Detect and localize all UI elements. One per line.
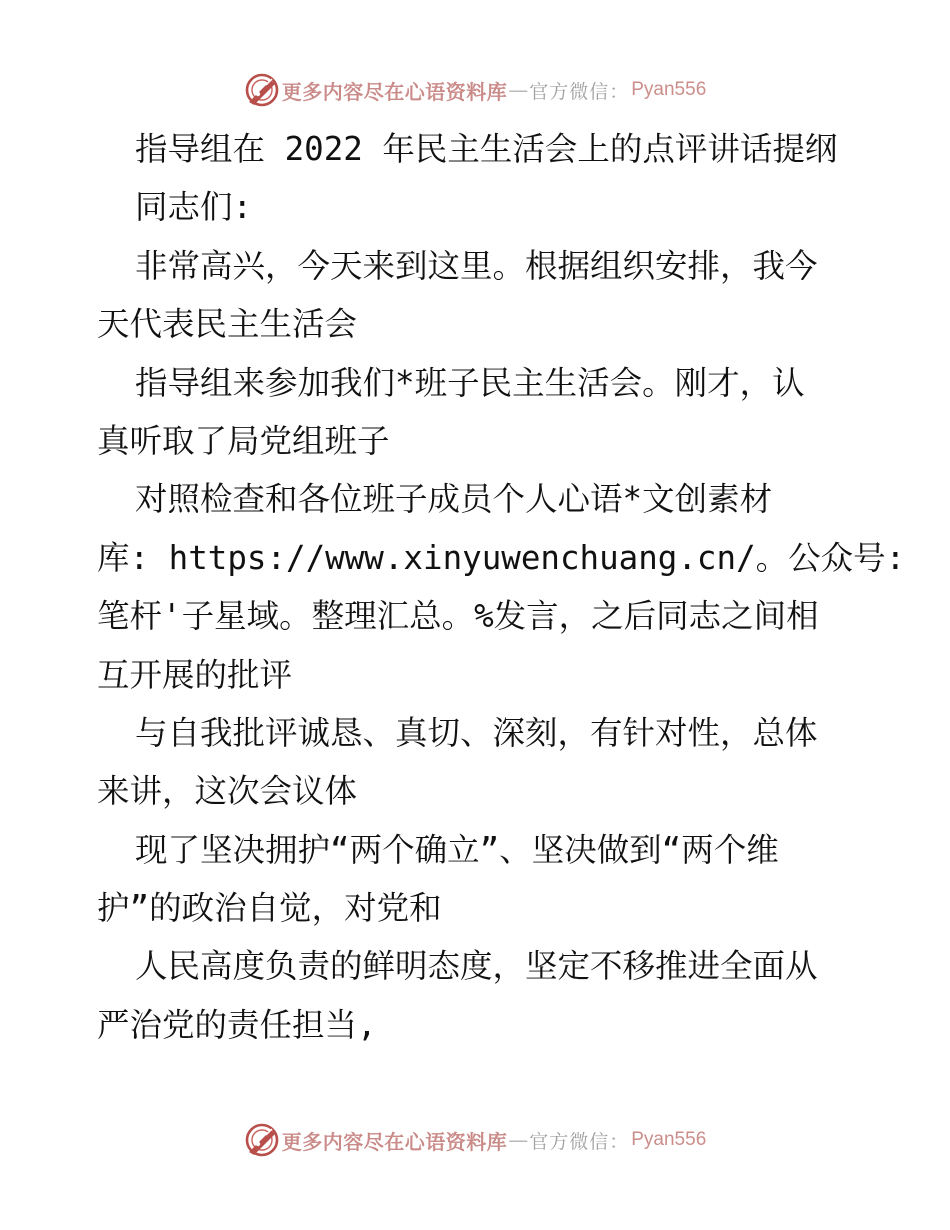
paragraph-line: 互开展的批评 <box>97 655 293 694</box>
watermark-contact-id: Pyan556 <box>631 1129 707 1150</box>
paragraph-line: 非常高兴，今天来到这里。根据组织安排，我今 <box>135 246 818 285</box>
watermark-contact-label: 官方微信： <box>529 80 630 103</box>
paragraph-line: 对照检查和各位班子成员个人心语*文创素材 <box>135 480 773 519</box>
watermark-brand-text: 更多内容尽在心语资料库 <box>281 1129 508 1154</box>
paragraph-line: 人民高度负责的鲜明态度，坚定不移推进全面从 <box>135 947 818 986</box>
watermark-brand-text: 更多内容尽在心语资料库 <box>281 79 508 104</box>
document-title: 指导组在 2022 年民主生活会上的点评讲话提纲 <box>135 130 838 168</box>
paragraph-line: 与自我批评诚恳、真切、深刻，有针对性，总体 <box>135 713 818 752</box>
paragraph-line: 来讲，这次会议体 <box>97 772 358 811</box>
document-body <box>97 120 906 1054</box>
quill-pen-logo-icon <box>244 72 280 108</box>
paragraph-line: 护”的政治自觉，对党和 <box>97 889 442 928</box>
paragraph-line: 天代表民主生活会 <box>97 305 358 344</box>
watermark-separator: — <box>508 1128 529 1152</box>
paragraph-line: 笔杆'子星域。整理汇总。%发言，之后同志之间相 <box>97 597 819 636</box>
watermark-separator: — <box>508 78 529 102</box>
header-watermark <box>0 70 950 110</box>
paragraph-line: 库: https://www.xinyuwenchuang.cn/。公众号: <box>97 538 906 577</box>
paragraph-line: 真听取了局党组班子 <box>97 421 390 460</box>
watermark-contact-id: Pyan556 <box>631 79 707 100</box>
quill-pen-logo-icon <box>244 1122 280 1158</box>
paragraph-line: 现了坚决拥护“两个确立”、坚决做到“两个维 <box>135 830 779 869</box>
salutation: 同志们: <box>135 188 253 227</box>
paragraph-line: 指导组来参加我们*班子民主生活会。刚才，认 <box>135 363 805 402</box>
footer-watermark <box>0 1120 950 1160</box>
paragraph-line: 严治党的责任担当, <box>97 1005 377 1044</box>
watermark-contact-label: 官方微信： <box>529 1130 630 1153</box>
